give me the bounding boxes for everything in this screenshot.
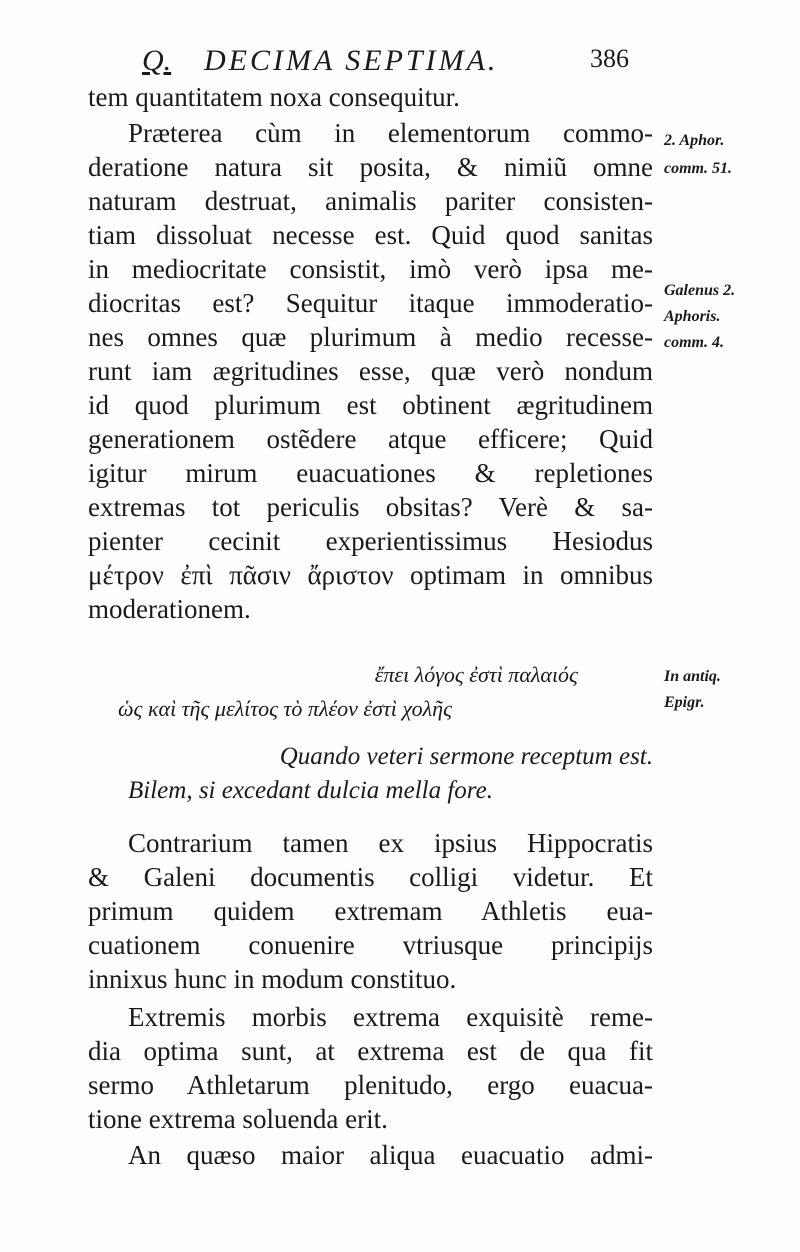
margin-note: Galenus 2. (664, 282, 736, 299)
text-line: nes omnes quæ plurimum à medio recesse- (88, 322, 653, 352)
greek-verse-line: ὡς καὶ τῆς μελίτος τὸ πλέον ἐστὶ χολῆς (118, 696, 452, 721)
text-line: An quæso maior aliqua euacuatio admi- (128, 1140, 653, 1170)
text-line: diocritas est? Sequitur itaque immoderatio- (88, 288, 653, 318)
text-line: innixus hunc in modum constituo. (88, 964, 457, 994)
text-line: runt iam ægritudines esse, quæ verò nondum (88, 356, 653, 386)
text-line: naturam destruat, animalis pariter consisten- (88, 186, 653, 216)
text-line: Extremis morbis extrema exquisitè reme- (128, 1002, 653, 1032)
margin-note: Epigr. (664, 694, 705, 711)
question-label: Q. (142, 44, 172, 77)
text-line: id quod plurimum est obtinent ægritudinem (88, 390, 653, 420)
margin-note: 2. Aphor. (664, 132, 725, 149)
margin-note: comm. 51. (664, 160, 732, 177)
text-line: tione extrema soluenda erit. (88, 1104, 388, 1134)
page-number: 386 (590, 44, 629, 73)
text-line: primum quidem extremam Athletis eua- (88, 896, 653, 926)
margin-note: Aphoris. (664, 308, 721, 325)
latin-verse-line: Quando veteri sermone receptum est. (279, 743, 653, 770)
text-line: & Galeni documentis colligi videtur. Et (88, 862, 653, 892)
text-line: deratione natura sit posita, & nimiũ omne (88, 152, 653, 182)
text-line: in mediocritate consistit, imò verò ipsa me- (88, 254, 653, 284)
greek-verse-line: ἔπει λόγος ἐστὶ παλαιός (374, 662, 578, 687)
text-line: tem quantitatem noxa consequitur. (88, 82, 460, 112)
text-line: extremas tot periculis obsitas? Verè & sa- (88, 492, 653, 522)
text-line: cuationem conuenire vtriusque principijs (88, 930, 653, 960)
text-line: dia optima sunt, at extrema est de qua fit (88, 1036, 653, 1066)
text-line: sermo Athletarum plenitudo, ergo euacua- (88, 1070, 653, 1100)
margin-note: In antiq. (664, 668, 721, 685)
running-title: DECIMA SEPTIMA. (204, 44, 499, 77)
margin-note: comm. 4. (664, 334, 724, 351)
text-line: μέτρον ἐπὶ πᾶσιν ἄριστον optimam in omnibus (88, 560, 653, 590)
text-line: tiam dissoluat necesse est. Quid quod sanitas (88, 220, 653, 250)
text-line: generationem ostẽdere atque efficere; Quid (88, 424, 653, 454)
text-line: Contrarium tamen ex ipsius Hippocratis (128, 828, 653, 858)
text-line: pienter cecinit experientissimus Hesiodus (88, 526, 653, 556)
running-header (142, 44, 662, 84)
text-line: Præterea cùm in elementorum commo- (128, 118, 653, 148)
text-line: igitur mirum euacuationes & repletiones (88, 458, 653, 488)
latin-verse-line: Bilem, si excedant dulcia mella fore. (128, 777, 493, 804)
text-line: moderationem. (88, 594, 251, 624)
